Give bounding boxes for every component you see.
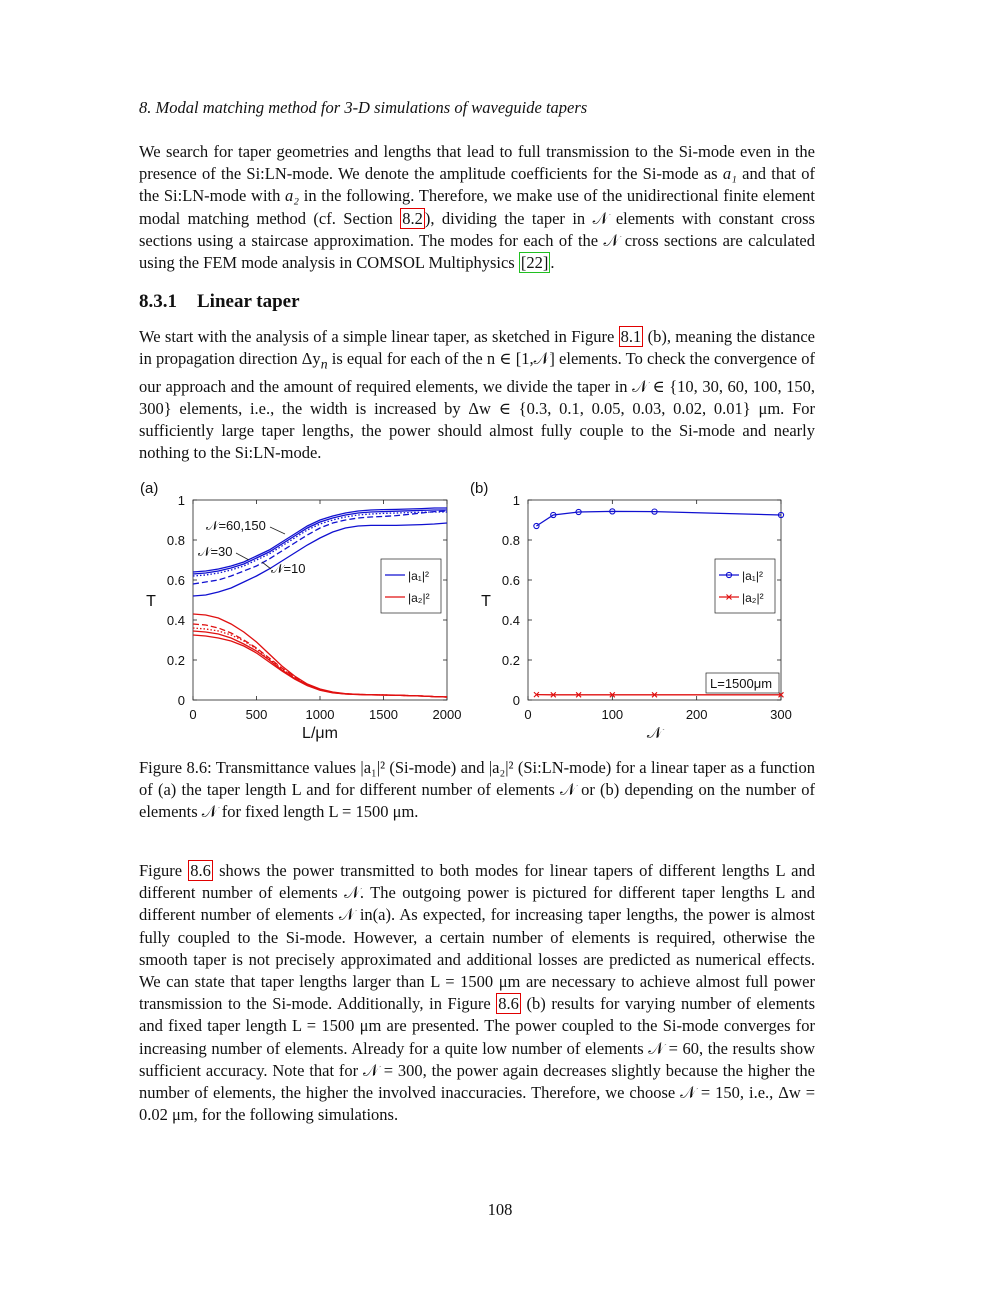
figure-caption: Figure 8.6: Transmittance values |a₁|² (Si-mode) and |a₂|² (Si:LN-mode) for a linear taper as a function of (a) the taper length L and for different number of elements 𝒩 or (b) depending on the number of elements 𝒩 for fixed length L = 1500 μm. bbox=[139, 758, 815, 822]
y-axis-label: T bbox=[481, 593, 491, 610]
x-axis-label: L/μm bbox=[302, 725, 338, 742]
section-link[interactable]: 8.2 bbox=[402, 208, 423, 228]
paragraph-intro: We search for taper geometries and lengths that lead to full transmission to the Si-mode even in the presence of the Si:LN-mode. We denote the amplitude coefficients for the Si-mode as a₁ and that of the Si:LN-mode with a₂ in the following. Therefore, we make use of the unidirectional finite element modal matching method (cf. Section 8.2 ), dividing the taper in 𝒩 elements with constant cross sections using a staircase approximation. The modes for each of the 𝒩 cross sections are calculated using the FEM mode analysis in COMSOL Multiphysics [22] . bbox=[139, 142, 815, 273]
annotation-n60-150: 𝒩=60,150 bbox=[206, 518, 266, 533]
x-axis-label: 𝒩 bbox=[646, 725, 663, 742]
x-tick-label: 200 bbox=[685, 707, 708, 722]
annotation-n30: 𝒩=30 bbox=[198, 544, 233, 559]
chart-panel-a bbox=[140, 480, 461, 742]
paragraph-linear-taper: We start with the analysis of a simple linear taper, as sketched in Figure 8.1 (b), meaning the distance in propagation direction $\Delta y_n$ is equal for each of the n ∈ [1,𝒩] elements. To check the convergence of our approach and the amount of required elements, we divide the taper in 𝒩 ∈ {10, 30, 60, 100, 150, 300} elements, i.e., the width is increased by Δw ∈ {0.3, 0.1, 0.05, 0.03, 0.02, 0.01} μm. For sufficiently large taper lengths, the power should almost fully couple to the Si-mode and nearly nothing to the Si:LN-mode. bbox=[139, 327, 815, 463]
legend-label: |a₁|² bbox=[742, 569, 763, 583]
y-tick-label: 0.6 bbox=[501, 573, 520, 588]
annotation-leader bbox=[270, 527, 285, 534]
annotation-leader bbox=[236, 553, 249, 560]
y-tick-label: 1 bbox=[177, 493, 185, 508]
x-tick-label: 300 bbox=[770, 707, 792, 722]
series-line bbox=[193, 614, 447, 697]
y-tick-label: 1 bbox=[512, 493, 520, 508]
x-tick-label: 1000 bbox=[305, 707, 335, 722]
legend-label: |a₂|² bbox=[408, 591, 430, 605]
y-tick-label: 0 bbox=[177, 693, 185, 708]
x-tick-label: 0 bbox=[524, 707, 532, 722]
figure-link[interactable]: 8.6 bbox=[498, 994, 519, 1014]
x-tick-label: 100 bbox=[601, 707, 624, 722]
figure-link[interactable]: 8.1 bbox=[620, 327, 642, 346]
annotation-n10: 𝒩=10 bbox=[271, 561, 306, 576]
panel-label: (b) bbox=[470, 480, 489, 497]
x-tick-label: 500 bbox=[245, 707, 268, 722]
section-heading: 8.3.1 Linear taper bbox=[139, 291, 300, 312]
x-tick-label: 2000 bbox=[432, 707, 462, 722]
y-tick-label: 0.2 bbox=[166, 653, 185, 668]
y-tick-label: 0.2 bbox=[501, 653, 520, 668]
legend-label: |a₁|² bbox=[408, 569, 429, 583]
series-line bbox=[193, 635, 447, 697]
chart-panel-b bbox=[470, 480, 792, 742]
legend-label: |a₂|² bbox=[742, 591, 764, 605]
y-tick-label: 0.8 bbox=[501, 533, 520, 548]
y-tick-label: 0.4 bbox=[501, 613, 520, 628]
series-line bbox=[536, 511, 781, 526]
citation-link[interactable]: [22] bbox=[520, 253, 549, 273]
y-tick-label: 0 bbox=[512, 693, 520, 708]
x-tick-label: 1500 bbox=[369, 707, 398, 722]
y-tick-label: 0.4 bbox=[166, 613, 185, 628]
y-tick-label: 0.8 bbox=[166, 533, 185, 548]
panel-label: (a) bbox=[140, 480, 159, 497]
running-header: 8. Modal matching method for 3-D simulations of waveguide tapers bbox=[139, 98, 588, 117]
annotation-length: L=1500μm bbox=[710, 676, 773, 691]
annotation-leader bbox=[262, 562, 271, 569]
y-tick-label: 0.6 bbox=[166, 573, 185, 588]
paragraph-results: Figure 8.6 shows the power transmitted to both modes for linear tapers of different lengths L and different number of elements 𝒩. The outgoing power is pictured for different taper lengths L and different number of elements 𝒩 in(a). As expected, for increasing taper lengths, the power is almost fully coupled to the Si-mode. However, a certain number of elements is required, otherwise the smooth taper is not precisely approximated and additional losses are predicted as numerical effects. We can state that taper lengths larger than L = 1500 μm are necessary to achieve almost full power transmission to the Si-mode. Additionally, in Figure 8.6 (b) results for varying number of elements and fixed taper length L = 1500 μm are presented. The power coupled to the Si-mode converges for increasing number of elements. Already for a quite low number of elements 𝒩 = 60, the results show sufficient accuracy. Note that for 𝒩 = 300, the power again decreases slightly because the higher the number of elements, the higher the involved inaccuracies. Therefore, we choose 𝒩 = 150, i.e., Δw = 0.02 μm, for the following simulations. bbox=[139, 861, 815, 1125]
x-tick-label: 0 bbox=[189, 707, 197, 722]
y-axis-label: T bbox=[146, 593, 156, 610]
page-number: 108 bbox=[487, 1200, 513, 1219]
figure-link[interactable]: 8.6 bbox=[190, 861, 211, 880]
